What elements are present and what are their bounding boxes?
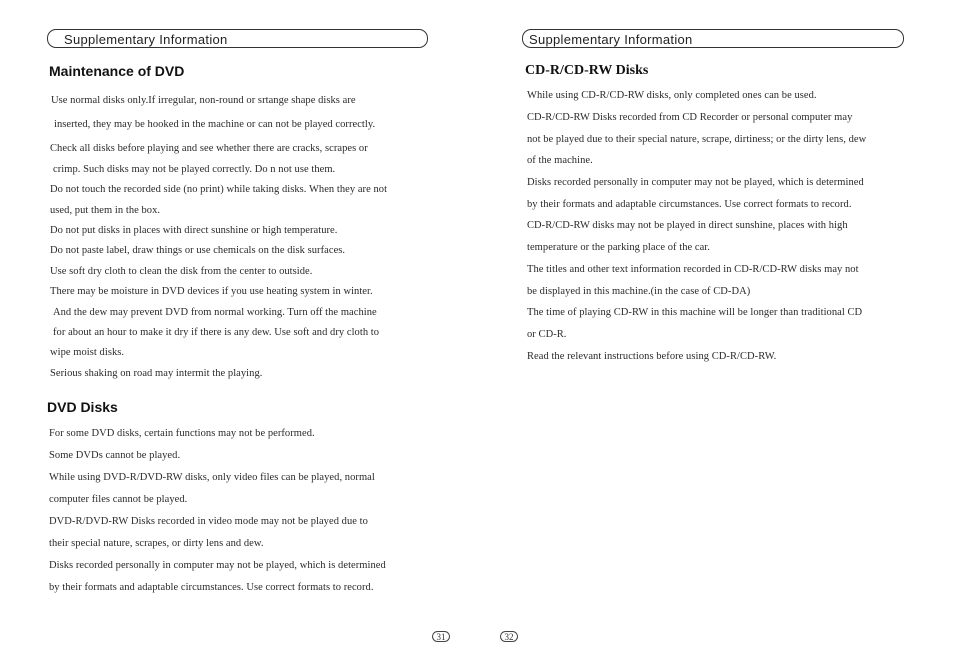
maintenance-line: Use normal disks only.If irregular, non-round or srtange shape disks are <box>51 95 356 106</box>
page-number-left: 31 <box>432 631 450 642</box>
cd-disks-line: CD-R/CD-RW disks may not be played in direct sunshine, places with high <box>527 220 848 231</box>
cd-disks-line: Disks recorded personally in computer may not be played, which is determined <box>527 177 864 188</box>
cd-disks-line: CD-R/CD-RW Disks recorded from CD Recorder or personal computer may <box>527 112 853 123</box>
maintenance-line: Serious shaking on road may intermit the playing. <box>50 368 263 379</box>
left-header-title: Supplementary Information <box>64 32 228 47</box>
maintenance-line: Do not paste label, draw things or use chemicals on the disk surfaces. <box>50 245 346 256</box>
maintenance-line: crimp. Such disks may not be played correctly. Do n not use them. <box>53 164 336 175</box>
maintenance-line: And the dew may prevent DVD from normal working. Turn off the machine <box>53 307 377 318</box>
cd-disks-line: Read the relevant instructions before using CD-R/CD-RW. <box>527 351 777 362</box>
maintenance-line: Do not touch the recorded side (no print) while taking disks. When they are not <box>50 184 388 195</box>
dvd-disks-line: Some DVDs cannot be played. <box>49 450 181 461</box>
maintenance-line: Use soft dry cloth to clean the disk from the center to outside. <box>50 266 313 277</box>
cd-disks-line: not be played due to their special nature, scrape, dirtiness; or the dirty lens, dew <box>527 134 867 145</box>
cd-disks-line: by their formats and adaptable circumstances. Use correct formats to record. <box>527 199 852 210</box>
dvd-disks-line: computer files cannot be played. <box>49 494 188 505</box>
maintenance-line: for about an hour to make it dry if there is any dew. Use soft and dry cloth to <box>53 327 380 338</box>
dvd-disks-line: Disks recorded personally in computer may not be played, which is determined <box>49 560 386 571</box>
cd-disks-title: CD-R/CD-RW Disks <box>525 63 649 78</box>
cd-disks-line: The titles and other text information recorded in CD-R/CD-RW disks may not <box>527 264 859 275</box>
right-header-title: Supplementary Information <box>529 32 693 47</box>
dvd-disks-line: While using DVD-R/DVD-RW disks, only video files can be played, normal <box>49 472 375 483</box>
cd-disks-line: While using CD-R/CD-RW disks, only completed ones can be used. <box>527 90 817 101</box>
cd-disks-line: be displayed in this machine.(in the case of CD-DA) <box>527 286 751 297</box>
maintenance-line: inserted, they may be hooked in the machine or can not be played correctly. <box>54 119 376 130</box>
dvd-disks-line: DVD-R/DVD-RW Disks recorded in video mode may not be played due to <box>49 516 368 527</box>
dvd-disks-line: their special nature, scrapes, or dirty lens and dew. <box>49 538 264 549</box>
dvd-disks-line: by their formats and adaptable circumstances. Use correct formats to record. <box>49 582 374 593</box>
maintenance-line: Do not put disks in places with direct sunshine or high temperature. <box>50 225 338 236</box>
cd-disks-line: temperature or the parking place of the car. <box>527 242 710 253</box>
page-number-right: 32 <box>500 631 518 642</box>
cd-disks-line: of the machine. <box>527 155 593 166</box>
maintenance-line: wipe moist disks. <box>50 347 125 358</box>
maintenance-line: Check all disks before playing and see whether there are cracks, scrapes or <box>50 143 368 154</box>
cd-disks-line: or CD-R. <box>527 329 567 340</box>
dvd-disks-line: For some DVD disks, certain functions may not be performed. <box>49 428 315 439</box>
cd-disks-line: The time of playing CD-RW in this machine will be longer than traditional CD <box>527 307 863 318</box>
maintenance-line: There may be moisture in DVD devices if you use heating system in winter. <box>50 286 373 297</box>
maintenance-line: used, put them in the box. <box>50 205 161 216</box>
dvd-disks-title: DVD Disks <box>47 399 118 415</box>
maintenance-title: Maintenance of DVD <box>49 63 185 79</box>
